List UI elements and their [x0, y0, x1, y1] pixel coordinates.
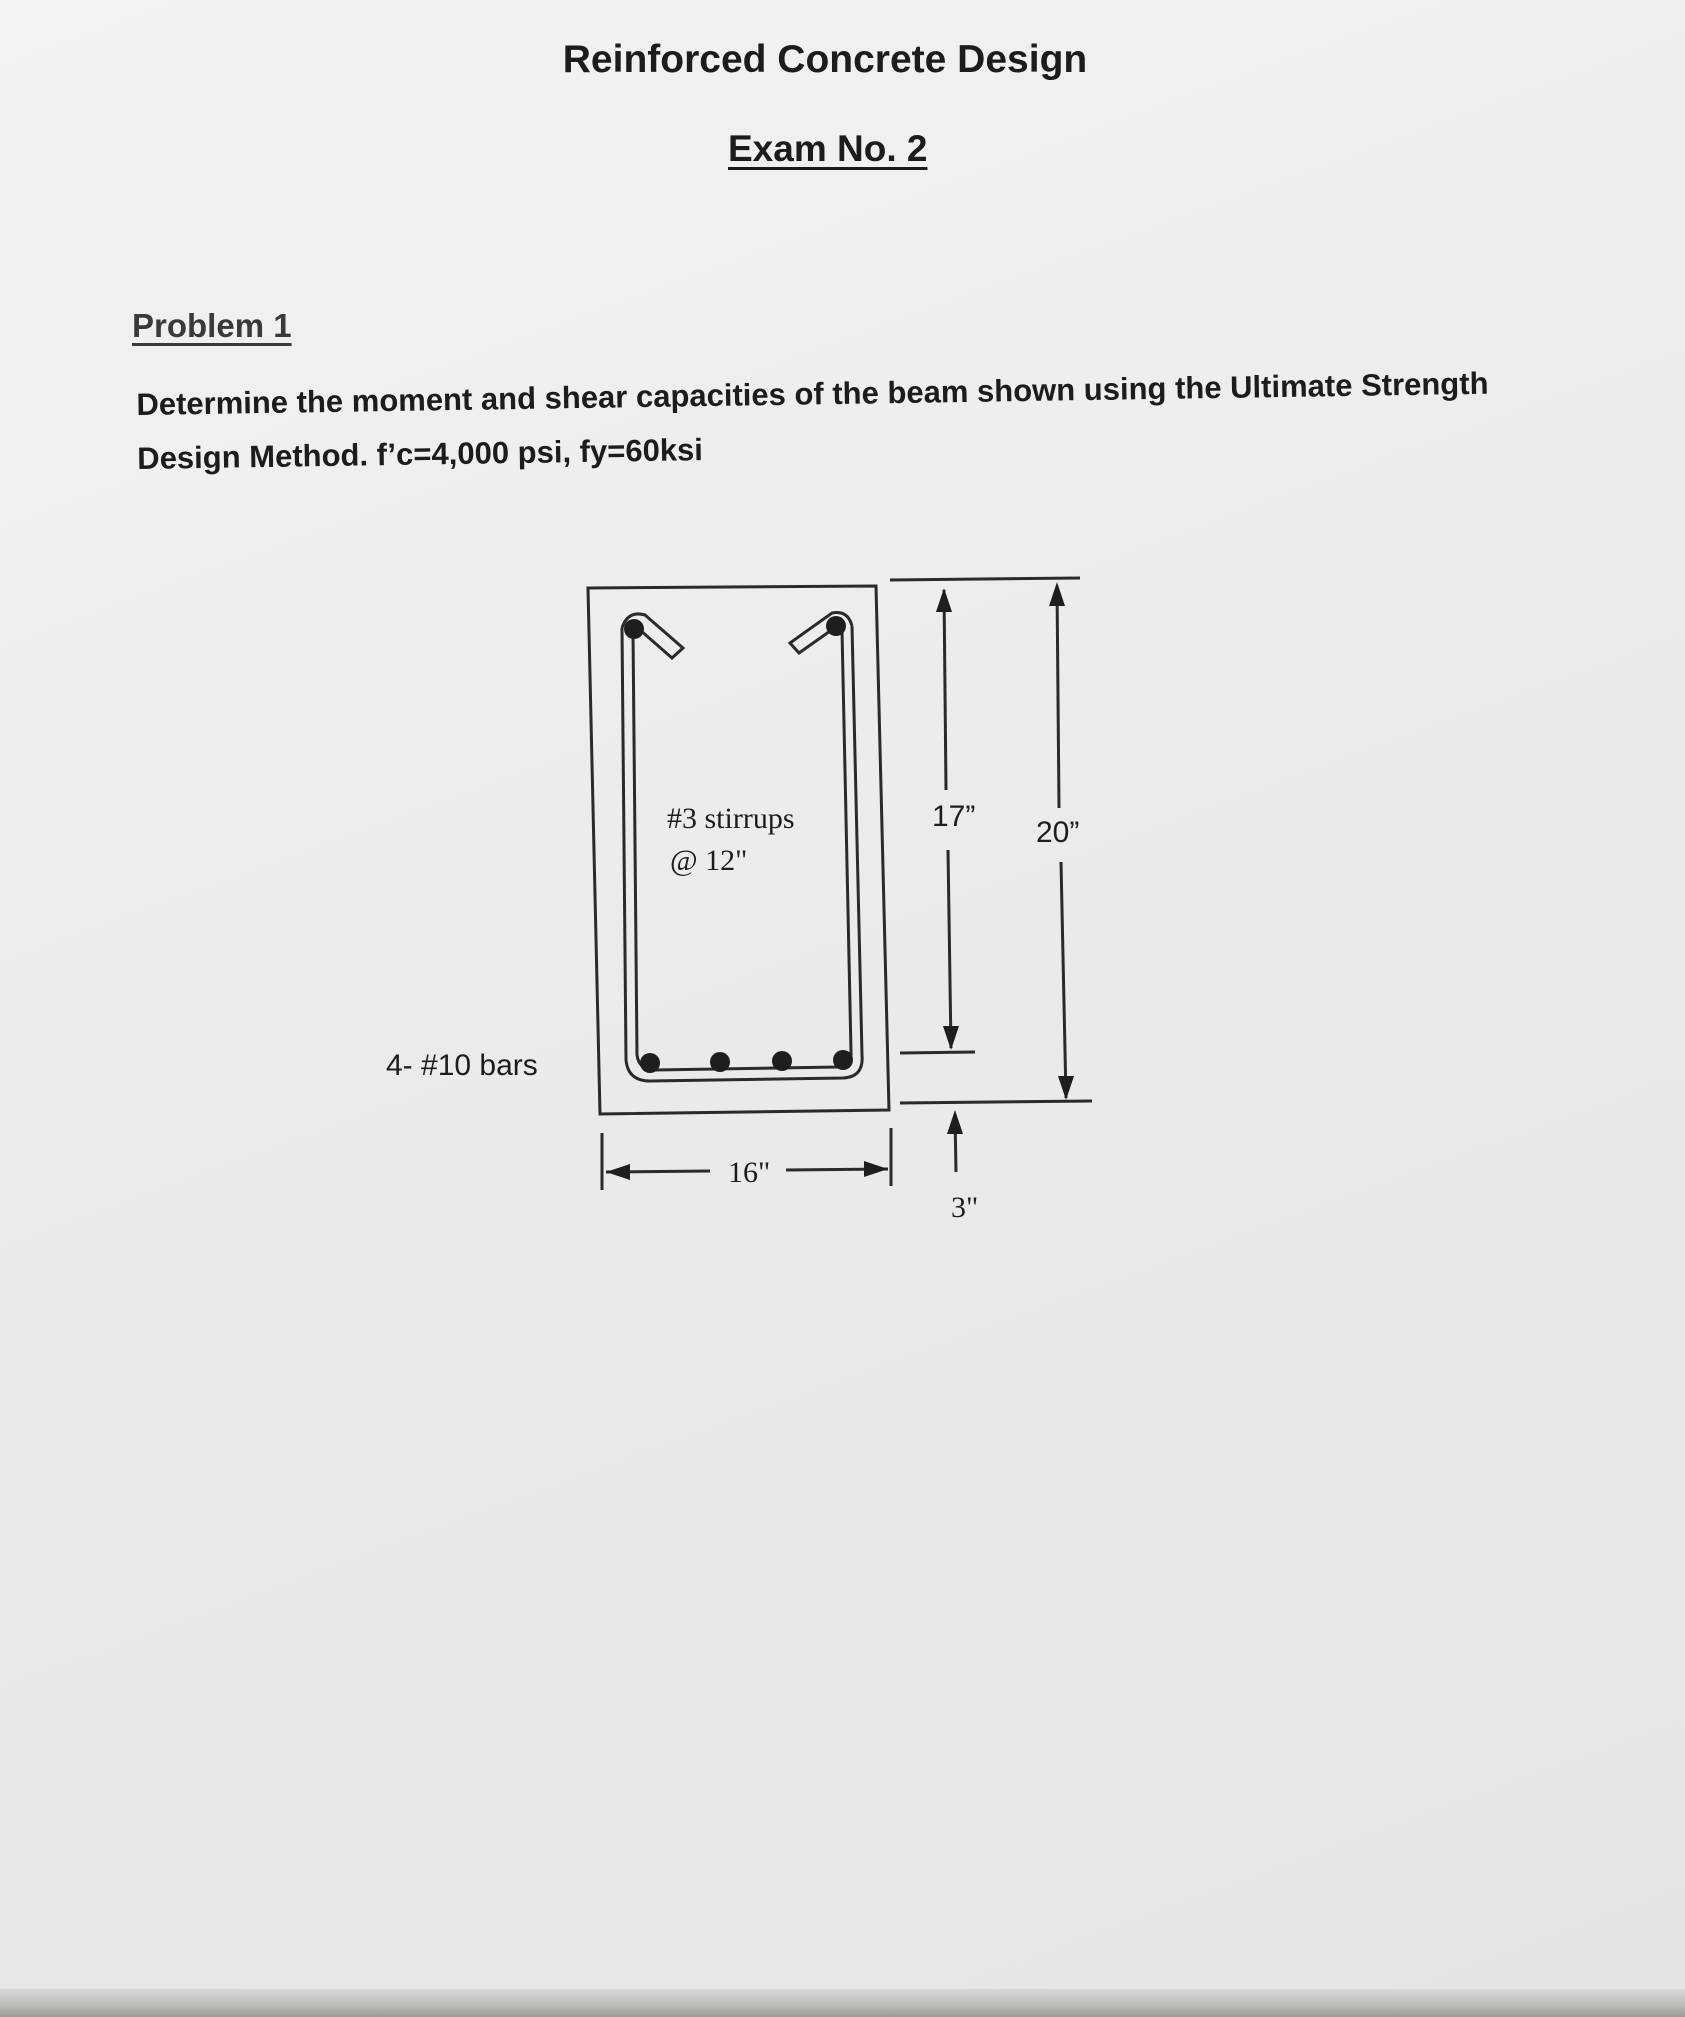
width-arrow-right	[864, 1161, 888, 1177]
d-arrow-top	[936, 588, 952, 612]
h-dim-line-top	[1057, 586, 1059, 808]
problem-text-line-2: Design Method. f’c=4,000 psi, fy=60ksi	[136, 432, 704, 476]
total-depth-label: 20”	[1036, 816, 1080, 849]
bars-label: 4- #10 bars	[386, 1049, 538, 1082]
cover-arrow	[947, 1110, 963, 1134]
stirrups-spacing-label: @ 12"	[670, 844, 748, 877]
bottom-bar-4	[833, 1050, 853, 1070]
bottom-bar-3	[772, 1051, 792, 1071]
cover-label: 3"	[951, 1191, 979, 1224]
h-dim-line-bottom	[1061, 862, 1066, 1098]
bottom-bar-1	[640, 1053, 660, 1073]
top-bar-right	[826, 616, 846, 636]
document-title: Reinforced Concrete Design	[562, 38, 1088, 81]
h-arrow-bottom	[1058, 1076, 1074, 1100]
width-arrow-left	[606, 1164, 630, 1180]
d-dim-line-bottom	[948, 850, 951, 1048]
width-label: 16"	[728, 1156, 771, 1189]
problem-text-line-1: Determine the moment and shear capacities of the beam shown using the Ultimate Strength	[136, 365, 1489, 422]
d-ext-line	[900, 1052, 975, 1053]
top-ext-line	[890, 578, 1080, 580]
d-arrow-bottom	[943, 1026, 959, 1050]
d-dim-line-top	[944, 590, 946, 790]
problem-heading: Problem 1	[132, 307, 292, 344]
h-arrow-top	[1049, 582, 1065, 606]
exam-number: Exam No. 2	[728, 128, 928, 169]
bottom-bar-2	[710, 1052, 730, 1072]
bottom-ext-line	[900, 1101, 1092, 1103]
stirrups-label: #3 stirrups	[667, 802, 795, 835]
effective-depth-label: 17”	[932, 800, 976, 833]
top-bar-left	[624, 619, 644, 639]
